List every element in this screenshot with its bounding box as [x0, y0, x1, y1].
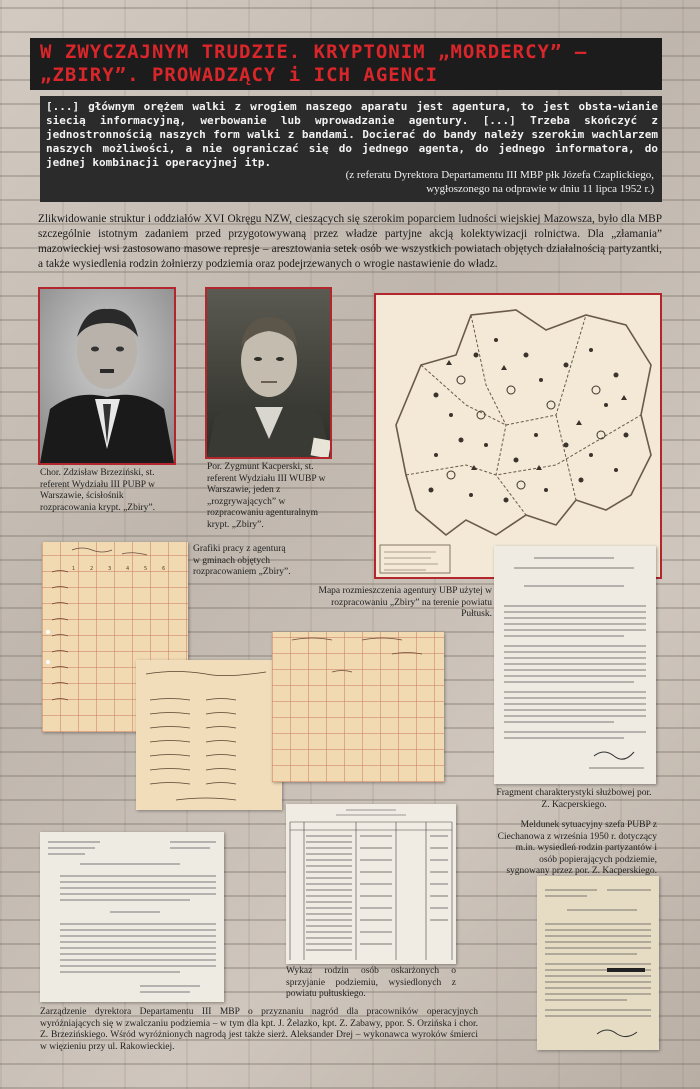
caption-charts: Grafiki pracy z agenturą w gminach objętych rozpracowaniem „Zbiry”.	[193, 544, 291, 577]
svg-text:2: 2	[90, 566, 94, 572]
caption-map: Mapa rozmieszczenia agentury UBP użytej w rozpracowaniu „Zbiry” na terenie powiatu Pułtusk.	[318, 586, 492, 619]
caption-report: Meldunek sytuacyjny szefa PUBP z Ciechanowa z września 1950 r. dotyczący m.in. wysiedleń rodzin partyzantów i osób popierających podziemie, sygnowany przez por. Z. Kacperskiego.	[497, 820, 657, 876]
agent-work-chart-3	[272, 632, 444, 782]
intro-paragraph: Zlikwidowanie struktur i oddziałów XVI Okręgu NZW, cieszących się szerokim poparciem ludności wiejskiej Mazowsza, było dla MBP szczególnie istotnym zadaniem przed przygotowywaną przez władze partyjne akcją kolektywizacji rolnictwa. Dla „złamania” mazowieckiej wsi zastosowano masowe represje – aresztowania setek osób we wszystkich powiatach objętych działalnością partyzantki, a także wysiedlenia rodzin żołnierzy podziemia oraz podejrzewanych o wrogie nastawienie do władz.	[38, 213, 662, 270]
typed-order-image	[40, 832, 224, 1002]
service-characteristic-document	[494, 546, 656, 784]
svg-text:1: 1	[72, 566, 76, 572]
typed-text-image	[494, 546, 656, 784]
portrait-man-suit-image	[40, 289, 174, 463]
portrait-young-man-image	[207, 289, 330, 457]
quote-text: [...] głównym orężem walki z wrogiem naszego aparatu jest agentura, to jest obsta-wianie siecią informacyjną, werbowanie lub wprowadzanie agentury. [...] Trzeba skończyć z jednostronnością naszych form walki z bandami. Docierać do bandy należy szerokim wachlarzem naszych możliwości, a nie ograniczać się do jednego agenta, do jednego informatora, do jednej kombinacji operacyjnej itp.	[46, 100, 658, 169]
svg-text:4: 4	[126, 566, 130, 572]
agent-work-chart-2	[136, 660, 282, 810]
typed-report-image	[537, 876, 659, 1050]
quote-source-line-2: wygłoszonego na odprawie w dniu 11 lipca 1952 r.)	[426, 183, 654, 195]
situation-report-document	[537, 876, 659, 1050]
caption-order: Zarządzenie dyrektora Departamentu III MBP o przyznaniu nagród dla pracowników operacyjnych wyróżniających się w zwalczaniu podziemia – w tym dla kpt. J. Żelazko, kpt. Z. Zabawy, ppor. S. Orzińska i chor. Z. Brzezińskiego. Wśród wyróżnionych nagrodą jest także sierż. Aleksander Drej – wykonawca wyroków śmierci w więzieniu przy ul. Rakowieckiej.	[40, 1007, 478, 1052]
svg-text:3: 3	[108, 566, 112, 572]
photo-kacperski	[205, 287, 332, 459]
handwritten-list-image	[136, 660, 282, 810]
award-order-document	[40, 832, 224, 1002]
district-map-image	[376, 295, 660, 577]
typed-table-image	[286, 804, 456, 964]
photo-brzezinski	[38, 287, 176, 465]
agent-map	[374, 293, 662, 579]
caption-photo-2: Por. Zygmunt Kacperski, st. referent Wydziału III WUBP w Warszawie, jeden z „rozgrywających” w rozpracowaniu agenturalnym krypt. „Zbiry”.	[207, 462, 326, 530]
caption-list: Wykaz rodzin osób oskarżonych o sprzyjanie podziemiu, wysiedlonych z powiatu pułtuskiego.	[286, 966, 456, 999]
quote-box	[40, 96, 662, 202]
svg-text:6: 6	[162, 566, 166, 572]
title-line-1: W ZWYCZAJNYM TRUDZIE. KRYPTONIM „MORDERCY” –	[40, 41, 588, 63]
svg-text:5: 5	[144, 566, 148, 572]
quote-source-line-1: (z referatu Dyrektora Departamentu III MBP płk Józefa Czaplickiego,	[345, 169, 654, 181]
caption-characteristic: Fragment charakterystyki służbowej por. Z. Kacperskiego.	[496, 788, 652, 810]
handwritten-grid-image-2	[272, 632, 444, 782]
caption-photo-1: Chor. Zdzisław Brzeziński, st. referent Wydziału III PUBP w Warszawie, ścisłośnik rozpracowania krypt. „Zbiry”.	[40, 468, 156, 513]
quote-source	[274, 168, 654, 196]
deportation-list-document	[286, 804, 456, 964]
title-line-2: „ZBIRY”. PROWADZĄCY i ICH AGENCI	[40, 64, 439, 86]
title-bar	[30, 38, 662, 90]
